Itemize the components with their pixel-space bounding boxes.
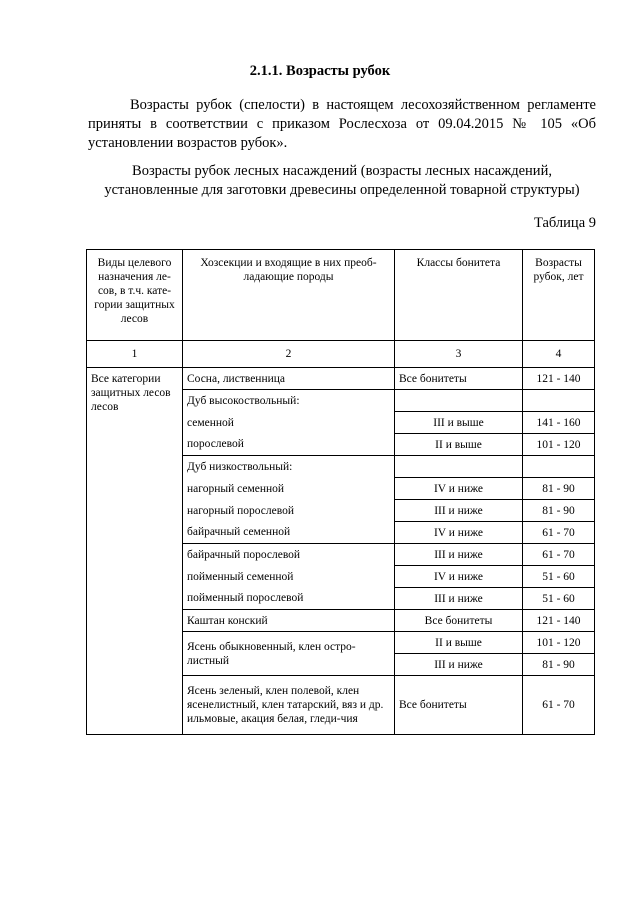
- table-header-row: [87, 250, 595, 341]
- age-cell: 61 - 70: [523, 522, 595, 544]
- column-number: 4: [523, 341, 595, 368]
- bonitet-cell: IV и ниже: [395, 522, 523, 544]
- bonitet-cell: III и ниже: [395, 654, 523, 676]
- table-label: Таблица 9: [533, 215, 596, 231]
- bonitet-cell: II и выше: [395, 632, 523, 654]
- bonitet-cell: IV и ниже: [395, 478, 523, 500]
- bonitet-cell: III и выше: [395, 412, 523, 434]
- species-cell: пойменный семенной: [183, 566, 395, 588]
- age-cell: [523, 456, 595, 478]
- bonitet-cell: Все бонитеты: [395, 610, 523, 632]
- column-number: 1: [87, 341, 183, 368]
- species-cell: Каштан конский: [183, 610, 395, 632]
- column-number: 3: [395, 341, 523, 368]
- age-cell: 51 - 60: [523, 588, 595, 610]
- bonitet-cell: III и ниже: [395, 544, 523, 566]
- species-cell: семенной: [183, 412, 395, 434]
- species-cell: байрачный порослевой: [183, 544, 395, 566]
- intro-paragraph: [88, 96, 596, 153]
- column-number-row: [87, 341, 595, 368]
- species-cell: нагорный порослевой: [183, 500, 395, 522]
- age-cell: 81 - 90: [523, 478, 595, 500]
- age-cell: 81 - 90: [523, 500, 595, 522]
- header-cell: Виды целевого назначения ле-сов, в т.ч. кате-гории защитных лесов: [87, 250, 183, 341]
- intro-line-2: приняты в соответствии с приказом Рослесхоза от 09.04.2015 № 105 «Об: [88, 116, 596, 132]
- bonitet-cell: II и выше: [395, 434, 523, 456]
- subtitle-line-2: установленные для заготовки древесины определенной товарной структуры): [104, 182, 580, 198]
- bonitet-cell: [395, 456, 523, 478]
- age-cell: 81 - 90: [523, 654, 595, 676]
- table-subtitle: [88, 162, 596, 200]
- species-cell: Сосна, лиственница: [183, 368, 395, 390]
- bonitet-cell: III и ниже: [395, 588, 523, 610]
- section-heading: 2.1.1. Возрасты рубок: [249, 63, 391, 79]
- bonitet-cell: IV и ниже: [395, 566, 523, 588]
- age-cell: 51 - 60: [523, 566, 595, 588]
- intro-line-1: Возрасты рубок (спелости) в настоящем лесохозяйственном регламенте: [130, 97, 596, 113]
- header-cell: Хозсекции и входящие в них преоб-ладающие породы: [183, 250, 395, 341]
- age-cell: 101 - 120: [523, 434, 595, 456]
- bonitet-cell: III и ниже: [395, 500, 523, 522]
- species-cell: нагорный семенной: [183, 478, 395, 500]
- age-cell: 121 - 140: [523, 610, 595, 632]
- bonitet-cell: [395, 390, 523, 412]
- header-cell: Возрасты рубок, лет: [523, 250, 595, 341]
- species-cell: Ясень обыкновенный, клен остро-листный: [183, 632, 395, 676]
- category-cell: Все категории защитных лесов лесов: [87, 368, 183, 735]
- table-row: [87, 368, 595, 390]
- cutting-age-table: [86, 249, 595, 735]
- species-cell: порослевой: [183, 434, 395, 456]
- age-cell: 121 - 140: [523, 368, 595, 390]
- species-cell: Дуб низкоствольный:: [183, 456, 395, 478]
- species-cell: Дуб высокоствольный:: [183, 390, 395, 412]
- species-cell: байрачный семенной: [183, 522, 395, 544]
- age-cell: 141 - 160: [523, 412, 595, 434]
- header-cell: Классы бонитета: [395, 250, 523, 341]
- age-cell: 61 - 70: [523, 676, 595, 735]
- subtitle-line-1: Возрасты рубок лесных насаждений (возрасты лесных насаждений,: [132, 163, 552, 179]
- bonitet-cell: Все бонитеты: [395, 676, 523, 735]
- age-cell: [523, 390, 595, 412]
- column-number: 2: [183, 341, 395, 368]
- species-cell: Ясень зеленый, клен полевой, клен ясенелистный, клен татарский, вяз и др. ильмовые, акация белая, гледи-чия: [183, 676, 395, 735]
- bonitet-cell: Все бонитеты: [395, 368, 523, 390]
- age-cell: 101 - 120: [523, 632, 595, 654]
- intro-line-3: установлении возрастов рубок».: [88, 135, 288, 151]
- species-cell: пойменный порослевой: [183, 588, 395, 610]
- age-cell: 61 - 70: [523, 544, 595, 566]
